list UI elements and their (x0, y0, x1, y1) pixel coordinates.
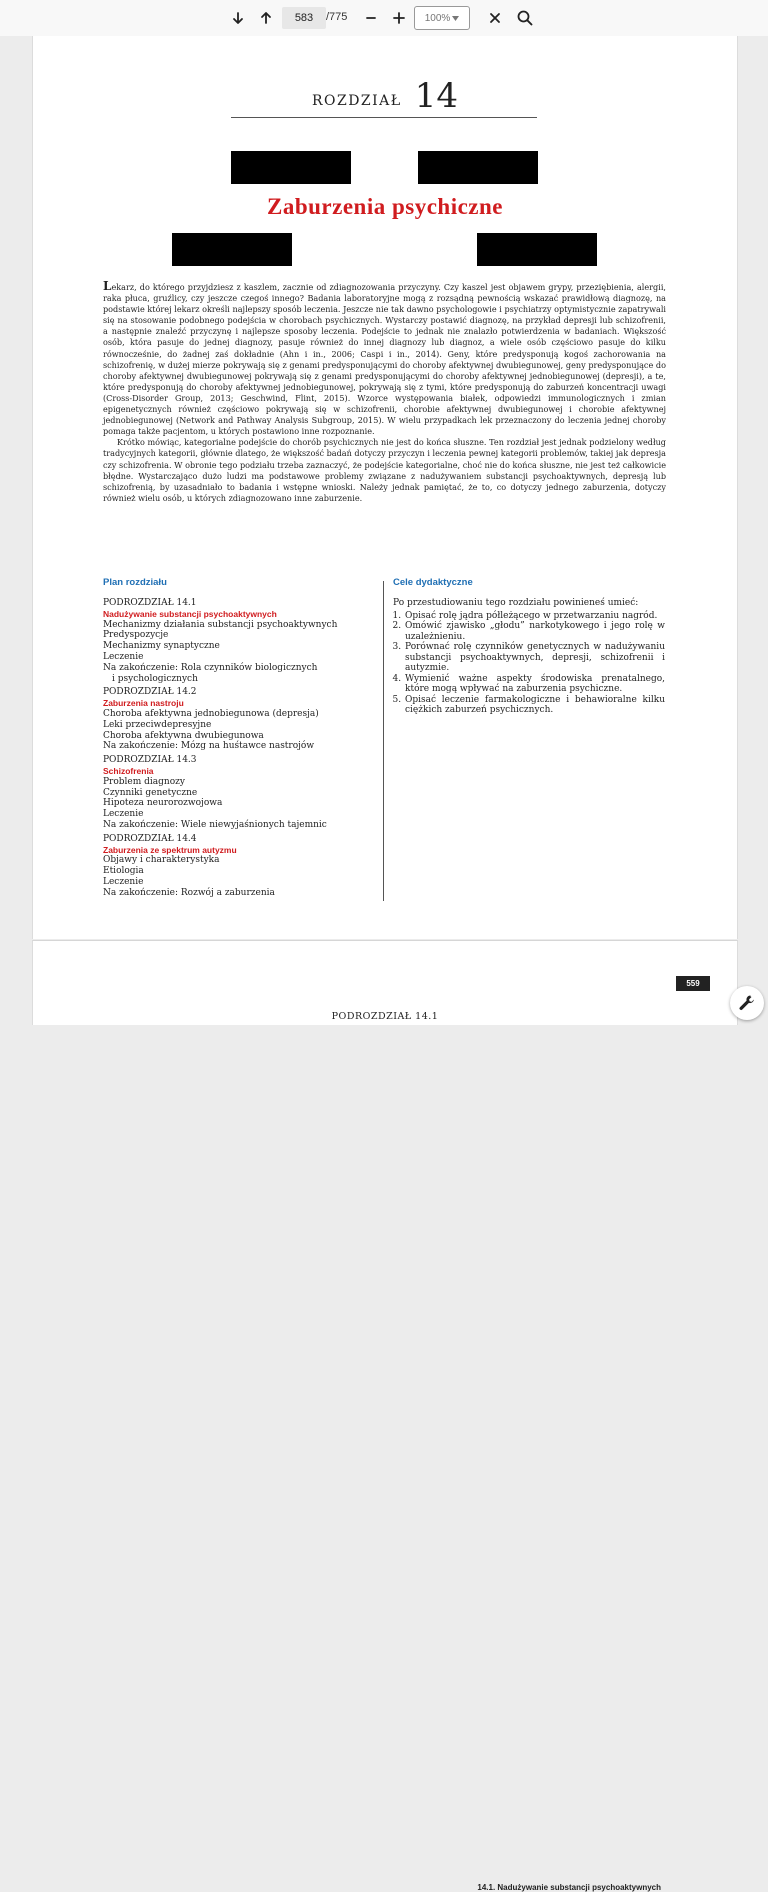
chapter-plan (103, 577, 373, 899)
plan-item[interactable]: Na zakończenie: Mózg na huśtawce nastrojów (103, 741, 315, 752)
intro-paragraph-1: Lekarz, do którego przyjdziesz z kaszlem, zacznie od zdiagnozowania przyczyny. Czy kaszel jest objawem grypy, przeziębienia, alergii, raka płuca, gruźlicy, czy jeszcze czegoś innego? Badania laboratoryjne mogą z rozsądną pewnością wskazać prawidłową diagnozę, na podstawie której lekarz określi najlepszy sposób leczenia. Jeszcze nie tak dawno psychologowie i psychiatrzy optymistycznie zapatrywali się na stosowanie podobnego podejścia w chorobach psychicznych. Wystarczy postawić diagnozę, na przykład depresji lub schizofrenii, a następnie znaleźć przyczynę i najlepsze sposoby leczenia. Podejście to jednak nie znalazło potwierdzenia w badaniach. Większość osób, która pasuje do jednej diagnozy, pasuje również do innej diagnozy lub diagnoz, a wiele osób częściowo pasuje do kilku równocześnie, do żadnej zaś dokładnie (Ahn i in., 2006; Caspi i in., 2014). Geny, które predysponują kogoś zachorowania na schizofrenię, w dużej mierze pokrywają się z genami predysponującymi do choroby afektywnej dwubiegunowej, geny predysponujące do choroby afektywnej dwubiegunowej pokrywają się z genami predysponującymi do choroby afektywnej jednobiegunowej (depresji), a te, które predysponują do choroby afektywnej jednobiegunowej, pokrywają się z tymi, które predysponują do zaburzeń koncentracji uwagi (Cross-Disorder Group, 2013; Geschwind, Flint, 2015). Wzorce występowania białek, odpowiedzi immunologicznych i zmian epigenetycznych również częściowo pokrywają się w schizofrenii, chorobie afektywnej dwubiegunowej i chorobie afektywnej jednobiegunowej (Network and Pathway Analysis Subgroup, 2015). W wielu przypadkach lek przeznaczony do leczenia jednej choroby pomaga także pacjentom, u których postawiono inne rozpoznanie. (103, 279, 666, 437)
zoom-select[interactable] (414, 6, 470, 30)
goal-item: 4. Wymienić ważne aspekty środowiska prenatalnego, które mogą wpływać na zaburzenia psychiczne. (404, 674, 665, 695)
search-icon[interactable] (514, 7, 536, 29)
pdf-page-next (32, 940, 738, 1892)
plan-item[interactable]: Objawy i charakterystyka (103, 855, 220, 866)
plan-item[interactable]: Mechanizmy synaptyczne (103, 641, 220, 652)
chapter-label: ROZDZIAŁ (311, 93, 402, 109)
plan-heading: Plan rozdziału (103, 577, 167, 588)
plan-section (103, 834, 373, 899)
plan-item[interactable]: Leczenie (103, 809, 144, 820)
section-title[interactable]: Nadużywanie substancji psychoaktywnych (103, 608, 277, 619)
plus-icon[interactable] (388, 7, 410, 29)
chapter-heading (33, 76, 737, 116)
plan-item[interactable]: Leczenie (103, 876, 144, 887)
plan-item[interactable]: i psychologicznych (112, 673, 198, 684)
plan-section (103, 687, 373, 752)
plan-item[interactable]: Czynniki genetyczne (103, 787, 198, 798)
plan-section (103, 755, 373, 831)
plan-item[interactable]: Na zakończenie: Rola czynników biologicznych (103, 662, 318, 673)
goal-item: 3. Porównać rolę czynników genetycznych w nadużywaniu substancji psychoaktywnych, depresji, schizofrenii i autyzmie. (404, 642, 665, 674)
goal-item: 5. Opisać leczenie farmakologiczne i behawioralne kilku ciężkich zaburzeń psychicznych. (404, 695, 665, 716)
wrench-icon (738, 994, 756, 1012)
redacted-block (231, 151, 351, 184)
plan-item[interactable]: Predyspozycje (103, 630, 169, 641)
page-number-badge: 559 (676, 976, 710, 991)
plan-section (103, 598, 373, 684)
plan-item[interactable]: Choroba afektywna dwubiegunowa (103, 730, 264, 741)
chapter-number: 14 (414, 76, 459, 116)
next-page-label: PODROZDZIAŁ 14.1 (331, 1011, 439, 1022)
redacted-block (418, 151, 538, 184)
learning-goals (393, 577, 665, 716)
section-label: PODROZDZIAŁ 14.4 (103, 833, 197, 844)
plan-item[interactable]: Hipoteza neurorozwojowa (103, 798, 223, 809)
plan-item[interactable]: Etiologia (103, 866, 144, 877)
redacted-block (477, 233, 597, 266)
arrow-down-icon[interactable] (227, 7, 249, 29)
chapter-title: Zaburzenia psychiczne (266, 194, 504, 219)
goal-item: 1. Opisać rolę jądra półleżącego w przetwarzaniu nagród. (404, 611, 665, 622)
running-head: 14.1. Nadużywanie substancji psychoaktywnych (477, 1883, 661, 1892)
section-title[interactable]: Schizofrenia (103, 765, 154, 776)
chapter-rule (231, 117, 537, 118)
plan-item[interactable]: Choroba afektywna jednobiegunowa (depresja) (103, 708, 319, 719)
pdf-toolbar (0, 0, 768, 36)
zoom-level: 100% (424, 12, 451, 24)
section-title[interactable]: Zaburzenia ze spektrum autyzmu (103, 844, 237, 855)
column-divider (383, 581, 384, 901)
close-icon[interactable] (484, 7, 506, 29)
section-title[interactable]: Zaburzenia nastroju (103, 698, 184, 709)
plan-item[interactable]: Na zakończenie: Rozwój a zaburzenia (103, 887, 275, 898)
plan-item[interactable]: Mechanizmy działania substancji psychoaktywnych (103, 619, 338, 630)
page-total: /775 (326, 11, 348, 23)
page-number-input[interactable] (282, 7, 326, 29)
plan-item[interactable]: Na zakończenie: Wiele niewyjaśnionych tajemnic (103, 819, 327, 830)
pdf-page (32, 36, 738, 939)
intro-text (103, 281, 666, 504)
plan-item[interactable]: Problem diagnozy (103, 776, 185, 787)
drop-cap: L (103, 279, 112, 293)
minus-icon[interactable] (360, 7, 382, 29)
caret-down-icon (452, 16, 459, 21)
goals-heading: Cele dydaktyczne (393, 577, 473, 588)
plan-item[interactable]: Leczenie (103, 651, 144, 662)
plan-list (103, 598, 373, 899)
tools-button[interactable] (730, 986, 764, 1020)
goals-list (393, 598, 665, 716)
section-label: PODROZDZIAŁ 14.3 (103, 755, 197, 766)
plan-item[interactable]: Leki przeciwdepresyjne (103, 719, 212, 730)
intro-paragraph-2: Krótko mówiąc, kategorialne podejście do chorób psychicznych nie jest do końca słuszne. Ten rozdział jest jednak podzielony według tradycyjnych kategorii, głównie dlatego, że większość badań dotyczy przyczyn i leczenia pewnej kategorii problemów, takiej jak depresja czy schizofrenia. W obronie tego podziału trzeba zaznaczyć, że podejście kategorialne, choć nie do końca słuszne, nie jest też całkowicie błędne. Wystarczająco dużo ludzi ma podstawowe problemy związane z nadużywaniem substancji psychoaktywnych, depresją lub schizofrenią, by uzasadniało to badania i wstępne wnioski. Należy jednak pamiętać, że to, co dotyczy jednego zaburzenia, dotyczy również wielu osób, u których zdiagnozowano inne zaburzenie. (103, 437, 666, 503)
section-label: PODROZDZIAŁ 14.1 (103, 598, 197, 608)
arrow-up-icon[interactable] (255, 7, 277, 29)
section-label: PODROZDZIAŁ 14.2 (103, 687, 197, 698)
redacted-block (172, 233, 292, 266)
goals-intro: Po przestudiowaniu tego rozdziału powinieneś umieć: (393, 598, 639, 608)
goal-item: 2. Omówić zjawisko „głodu” narkotykowego i jego rolę w uzależnieniu. (404, 621, 665, 642)
